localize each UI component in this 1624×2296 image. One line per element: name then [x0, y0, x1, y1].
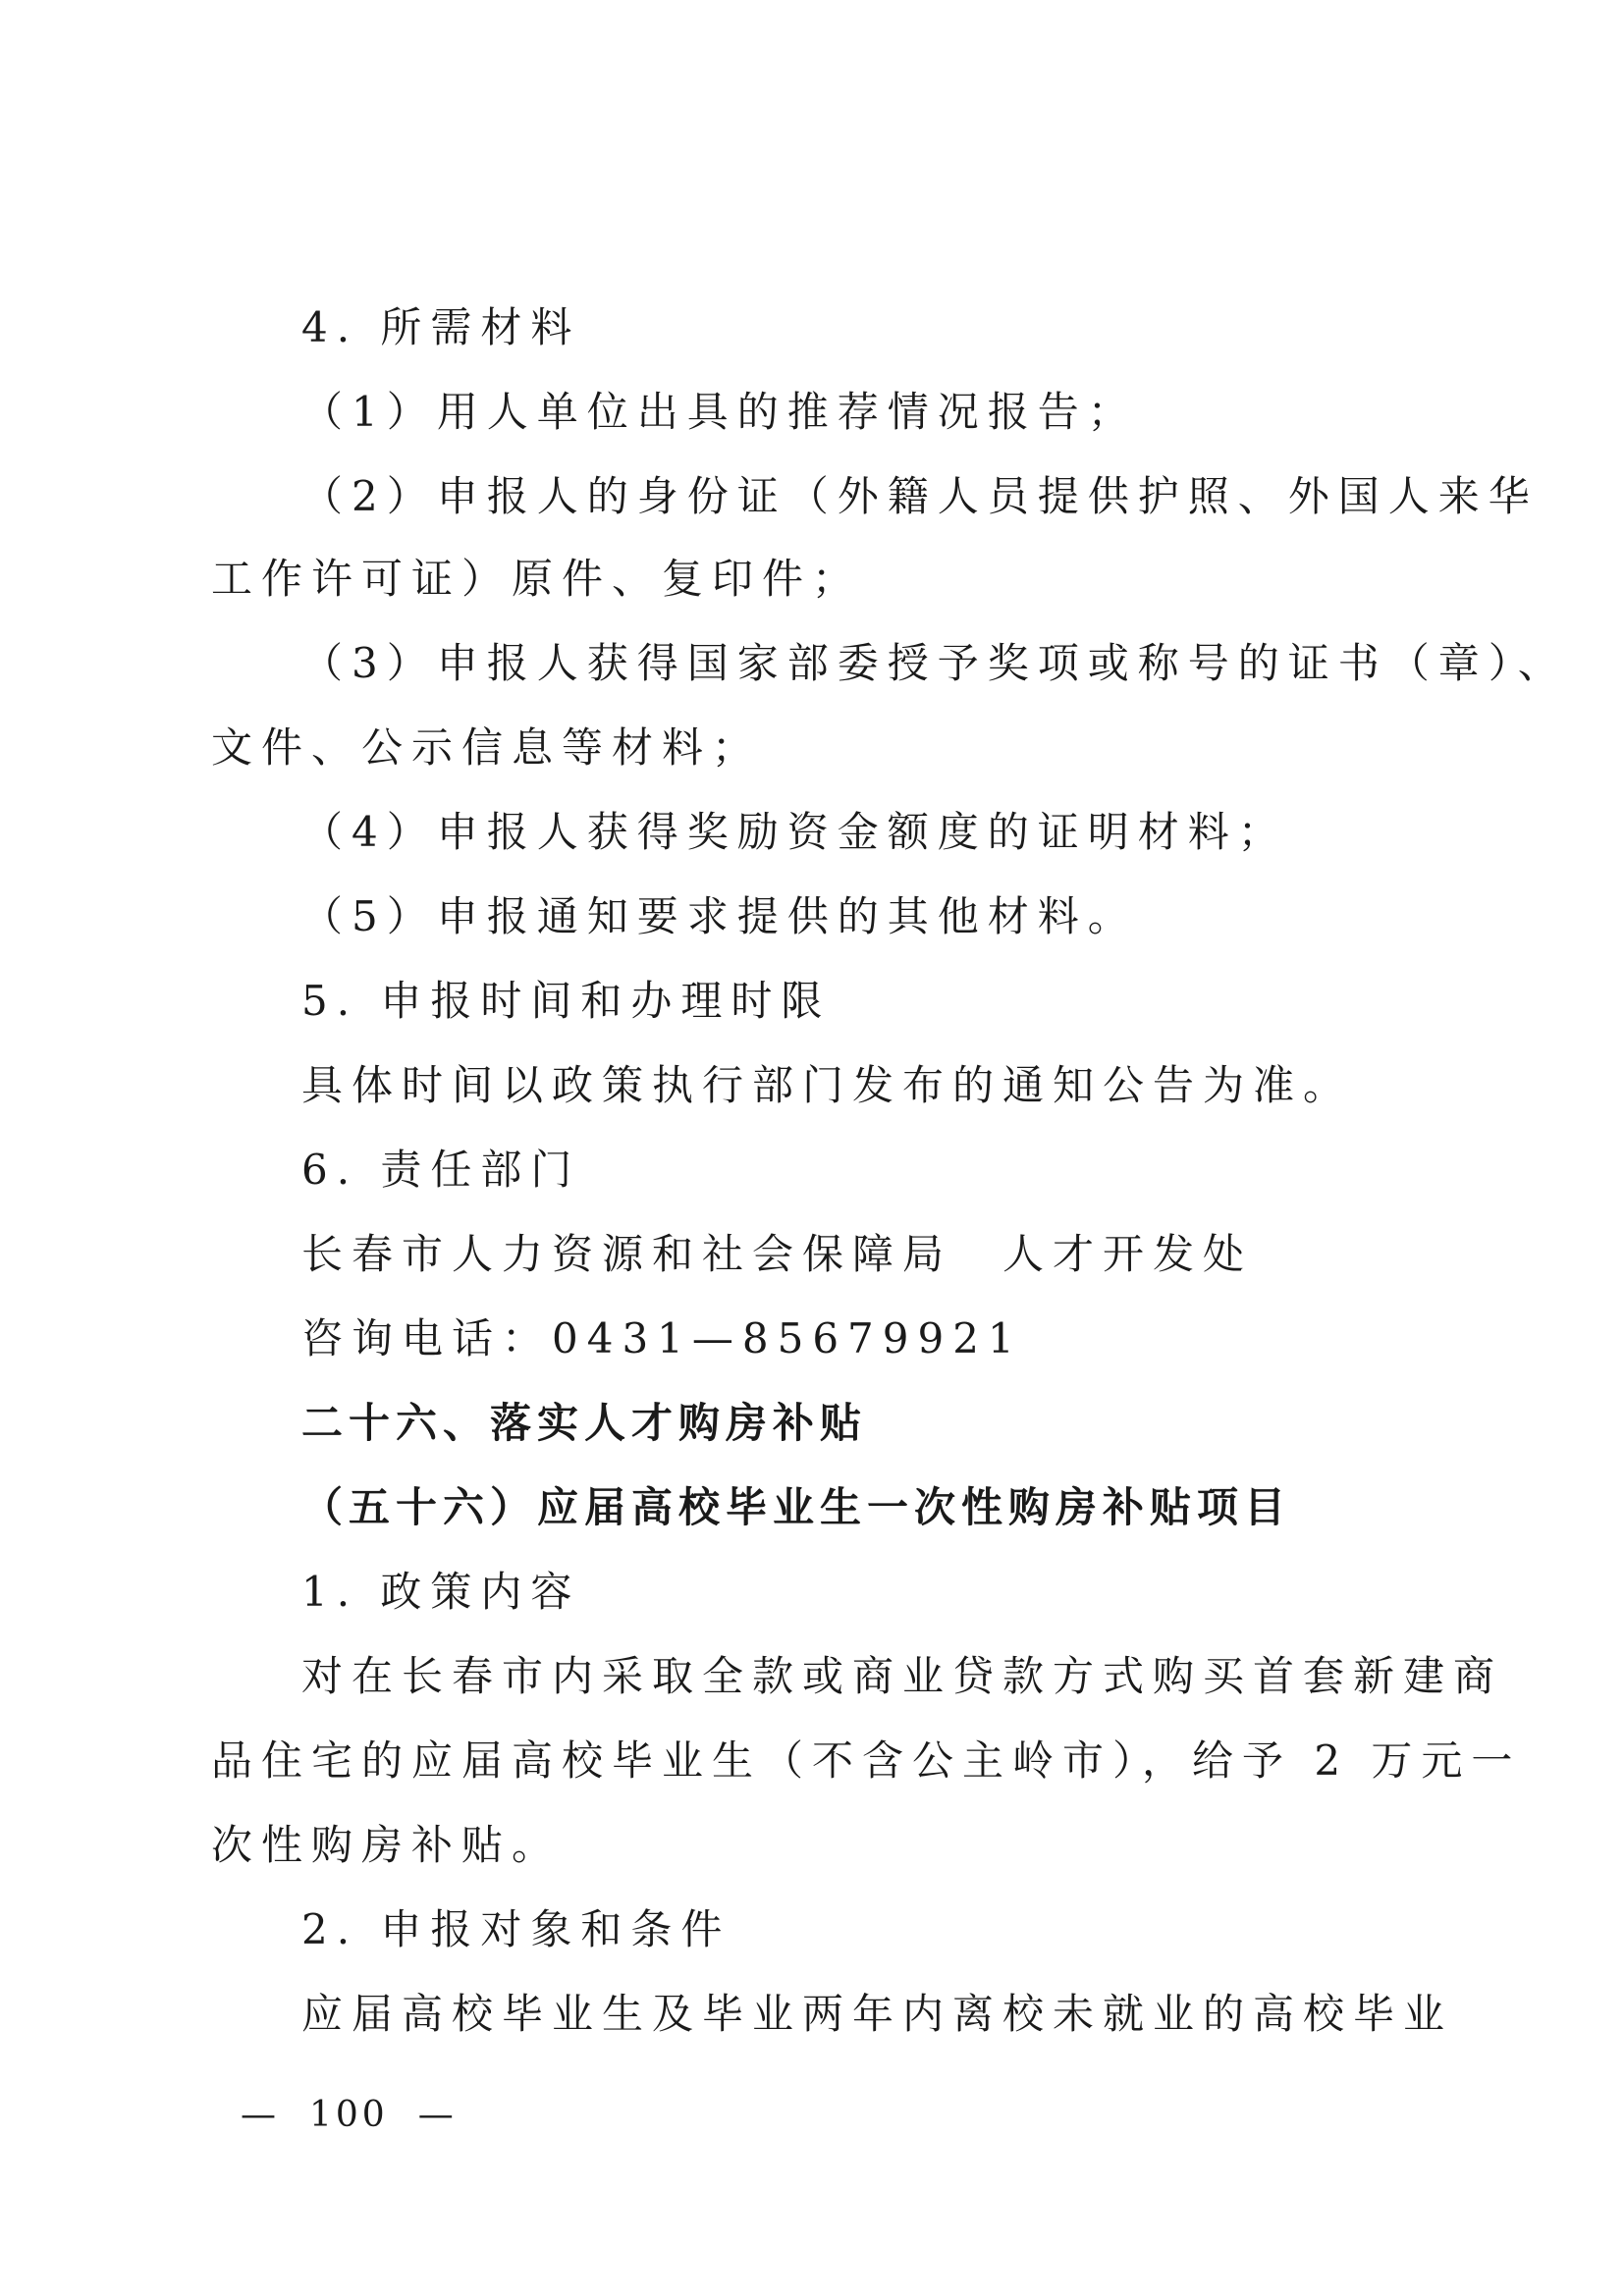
- paragraph: 应届高校毕业生及毕业两年内离校未就业的高校毕业: [301, 1990, 1454, 2038]
- list-item-continuation: 文件、公示信息等材料；: [211, 723, 763, 772]
- list-item: （1）用人单位出具的推荐情况报告；: [301, 388, 1138, 436]
- section-heading-materials: 4. 所需材料: [301, 303, 581, 351]
- paragraph: 对在长春市内采取全款或商业贷款方式购买首套新建商: [301, 1652, 1504, 1700]
- list-item: （3）申报人获得国家部委授予奖项或称号的证书（章）、: [301, 639, 1568, 687]
- department-name: 长春市人力资源和社会保障局 人才开发处: [301, 1230, 1254, 1278]
- list-item: （4）申报人获得奖励资金额度的证明材料；: [301, 808, 1288, 856]
- list-item-continuation: 工作许可证）原件、复印件；: [211, 555, 863, 603]
- page-number: 100: [309, 2095, 389, 2135]
- chapter-heading: 二十六、落实人才购房补贴: [301, 1399, 868, 1447]
- item-heading: （五十六）应届高校毕业生一次性购房补贴项目: [301, 1483, 1292, 1531]
- section-heading-policy: 1. 政策内容: [301, 1568, 581, 1616]
- footer-dash-right: —: [417, 2095, 458, 2135]
- list-item: （5）申报通知要求提供的其他材料。: [301, 892, 1138, 940]
- footer-dash-left: —: [241, 2095, 280, 2135]
- page-footer: [211, 2094, 487, 2137]
- section-heading-eligibility: 2. 申报对象和条件: [301, 1905, 731, 1953]
- contact-phone: 咨询电话：0431—85679921: [301, 1314, 1023, 1362]
- paragraph: 具体时间以政策执行部门发布的通知公告为准。: [301, 1061, 1354, 1109]
- list-item: （2）申报人的身份证（外籍人员提供护照、外国人来华: [301, 472, 1539, 520]
- section-heading-time: 5. 申报时间和办理时限: [301, 977, 832, 1025]
- paragraph-continuation: 次性购房补贴。: [211, 1821, 563, 1869]
- section-heading-department: 6. 责任部门: [301, 1146, 581, 1194]
- paragraph-continuation: 品住宅的应届高校毕业生（不含公主岭市），给予 2 万元一: [211, 1736, 1522, 1785]
